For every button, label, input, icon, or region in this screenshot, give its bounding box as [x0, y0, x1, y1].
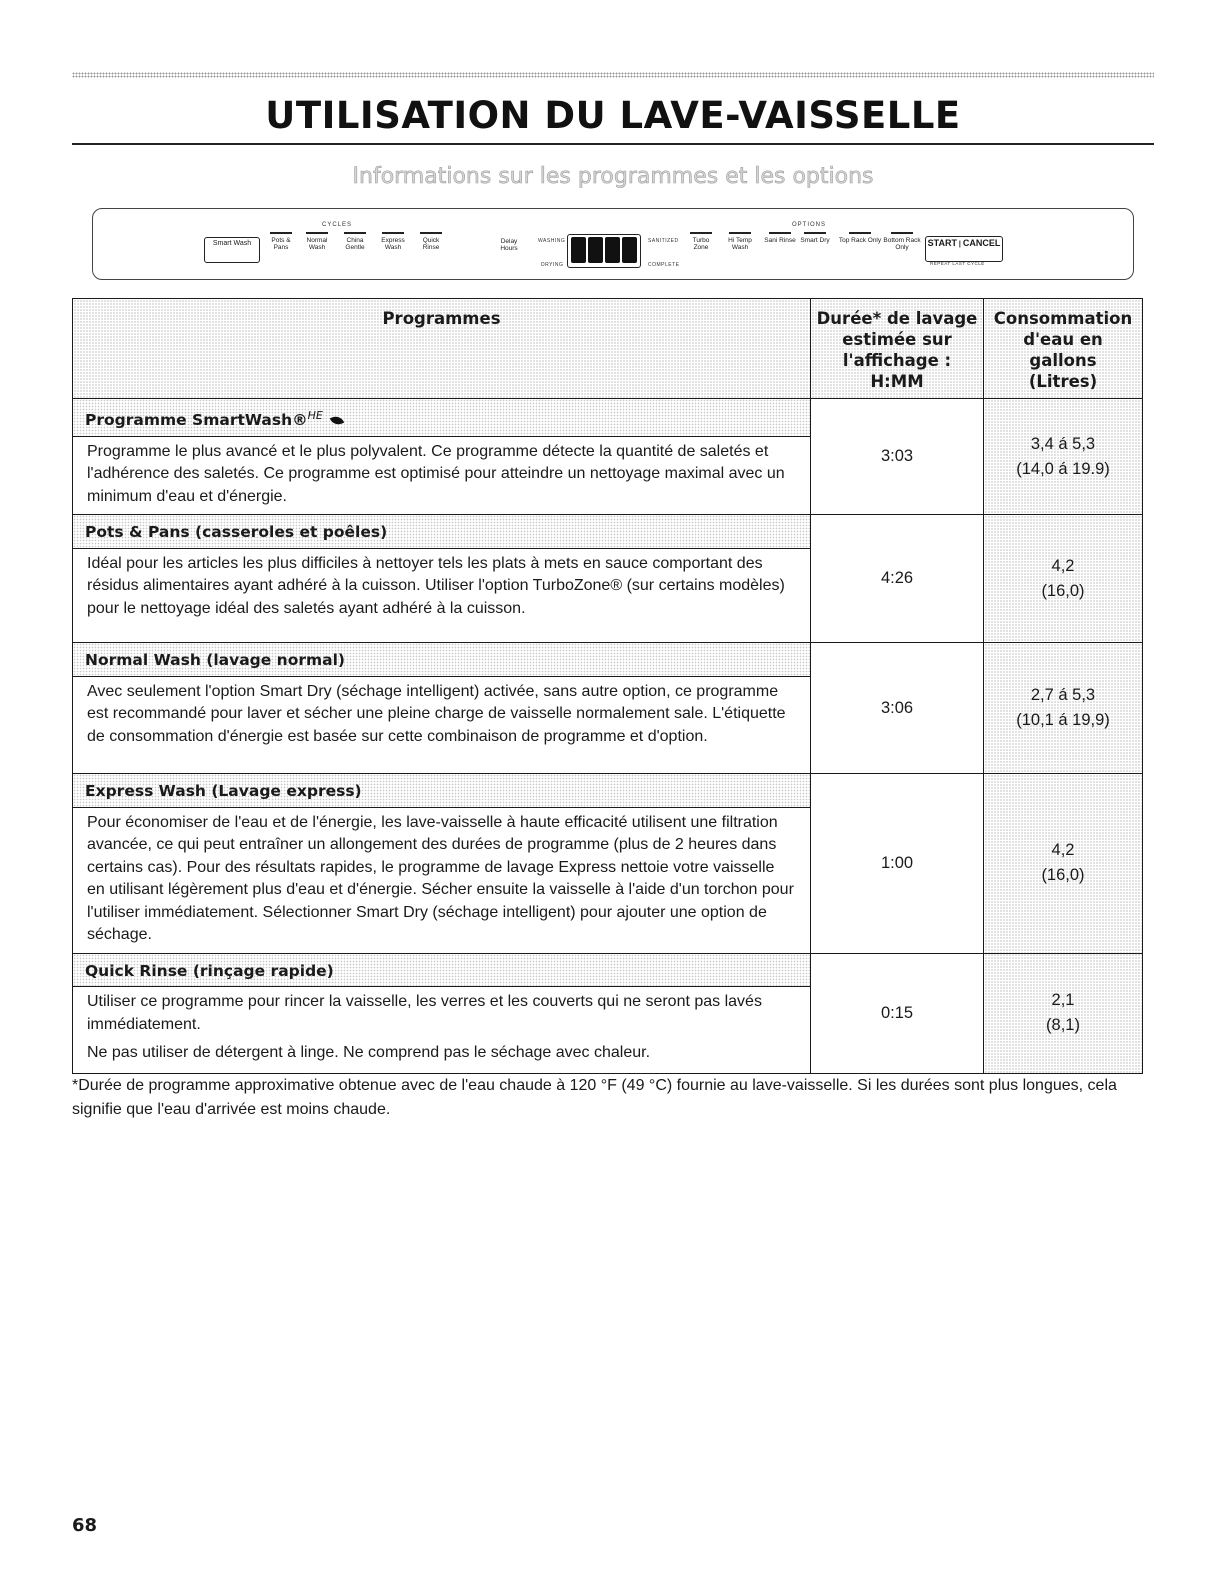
option-label: Turbo Zone [692, 236, 710, 251]
programme-name-text: Programme SmartWash® [85, 411, 308, 430]
cycles-label: CYCLES [322, 222, 353, 228]
start-cancel-button: START | CANCEL [925, 236, 1003, 262]
option-top-rack [838, 232, 882, 244]
cycle-pots-pans [266, 232, 296, 251]
option-label: Hi Temp Wash [728, 236, 752, 251]
programme-name: Normal Wash (lavage normal) [73, 643, 810, 677]
header-programmes [73, 299, 811, 399]
display-digit [571, 237, 586, 263]
water-gallons: 3,4 á 5,3 [1030, 434, 1096, 453]
programme-cell [73, 399, 811, 515]
status-complete: COMPLETE [648, 262, 680, 268]
header-water [984, 299, 1143, 399]
duration-cell: 1:00 [811, 774, 984, 954]
table-row [73, 643, 1143, 774]
option-label: Smart Dry [800, 236, 830, 244]
duration-cell: 3:06 [811, 643, 984, 774]
water-litres: (16,0) [1041, 866, 1085, 885]
water-cell [984, 399, 1143, 515]
programme-cell [73, 515, 811, 643]
programmes-table [72, 298, 1143, 1074]
display-digit [605, 237, 620, 263]
programme-description-note: Ne pas utiliser de détergent à linge. Ne comprend pas le séchage avec chaleur. [87, 1044, 651, 1062]
status-sanitized: SANITIZED [648, 238, 679, 244]
footnote: *Durée de programme approximative obtenue avec de l'eau chaude à 120 °F (49 °C) fournie au lave-vaisselle. Si les durées sont plus longues, cela signifie que l'eau d'arrivée est moins chaude. [72, 1077, 1117, 1118]
title-rule [72, 143, 1154, 145]
he-superscript: HE [307, 409, 323, 422]
status-drying: DRYING [541, 262, 564, 268]
header-water-line: Consommation [993, 309, 1133, 328]
header-duration-line: estimée sur [842, 330, 952, 349]
delay-hours: Delay Hours [500, 238, 518, 252]
programme-description: Utiliser ce programme pour rincer la vaisselle, les verres et les couverts qui ne seront pas lavés immédiatement. [87, 993, 762, 1033]
leaf-icon [330, 414, 344, 427]
programme-description: Avec seulement l'option Smart Dry (séchage intelligent) activée, sans autre option, ce programme est recommandé pour laver et sécher une pleine charge de vaisselle normalement sale. L'étiquette de consommation d'énergie est basée sur cette combinaison de programme et d'option. [87, 682, 786, 745]
water-gallons: 4,2 [1051, 556, 1075, 575]
option-label: Bottom Rack Only [883, 236, 921, 251]
page-title: UTILISATION DU LAVE-VAISSELLE [265, 94, 961, 137]
top-dotted-rule [72, 72, 1154, 78]
programme-description: Programme le plus avancé et le plus polyvalent. Ce programme détecte la quantité de saletés et l'adhérence des saletés. Ce programme est optimisé pour atteindre un nettoyage maximal avec un minimum d'eau et d'énergie. [87, 442, 785, 505]
table-row [73, 399, 1143, 515]
programme-name: Express Wash (Lavage express) [73, 774, 810, 808]
duration-cell: 3:03 [811, 399, 984, 515]
programme-description: Idéal pour les articles les plus difficiles à nettoyer tels les plats à mets en sauce comportant des résidus alimentaires ayant adhéré à la cuisson. Utiliser l'option TurboZone® (sur certains modèles) pour le nettoyage idéal des saletés ayant adhéré à la cuisson. [87, 554, 785, 617]
header-water-line: d'eau en [1023, 330, 1103, 349]
option-label: Sani Rinse [764, 236, 796, 244]
cycle-normal [300, 232, 334, 251]
table-row [73, 953, 1143, 1073]
smartwash-label: Smart Wash [212, 240, 252, 247]
table-row [73, 774, 1143, 954]
water-gallons: 2,7 á 5,3 [1030, 686, 1096, 705]
cycle-label: Pots & Pans [271, 236, 291, 251]
duration-cell: 0:15 [811, 953, 984, 1073]
cycle-label: China Gentle [345, 236, 365, 251]
option-smart-dry [800, 232, 830, 244]
header-duration-line: H:MM [870, 372, 924, 391]
repeat-last-cycle: REPEAT LAST CYCLE [930, 261, 985, 266]
cycle-china [338, 232, 372, 251]
water-litres: (14,0 á 19.9) [1016, 459, 1110, 478]
cycle-label: Quick Rinse [422, 236, 440, 251]
programme-cell [73, 774, 811, 954]
water-cell [984, 515, 1143, 643]
header-programmes-label: Programmes [382, 309, 501, 328]
duration-cell: 4:26 [811, 515, 984, 643]
header-duration-line: Durée* de lavage [816, 309, 978, 328]
programme-name: Pots & Pans (casseroles et poêles) [73, 515, 810, 549]
option-sani-rinse [764, 232, 796, 244]
option-label: Top Rack Only [838, 236, 882, 244]
cycle-label: Express Wash [381, 236, 405, 251]
start-label: START [927, 238, 957, 248]
programme-cell [73, 643, 811, 774]
header-water-line: (Litres) [1028, 372, 1098, 391]
water-litres: (10,1 á 19,9) [1016, 711, 1110, 730]
table-row [73, 515, 1143, 643]
water-cell [984, 643, 1143, 774]
water-litres: (16,0) [1041, 581, 1085, 600]
option-hi-temp [722, 232, 758, 251]
water-cell [984, 953, 1143, 1073]
programme-description: Pour économiser de l'eau et de l'énergie, les lave-vaisselle à haute efficacité utilisent une filtration avancée, ce qui peut entraîner un allongement des durées de programme (plus de 2 heures dans certains cas). Pour des résultats rapides, le programme de lavage Express nettoie votre vaisselle en utilisant légèrement plus d'eau et d'énergie. Sécher ensuite la vaisselle à l'aide d'un torchon pour l'utiliser immédiatement. Sélectionner Smart Dry (séchage intelligent) pour ajouter une option de séchage. [87, 813, 794, 944]
option-bottom-rack [880, 232, 924, 251]
header-duration-line: l'affichage : [842, 351, 952, 370]
cycle-label: Normal Wash [306, 236, 328, 251]
header-duration [811, 299, 984, 399]
programme-cell [73, 953, 811, 1073]
programme-name: Quick Rinse (rinçage rapide) [73, 954, 810, 988]
page-number: 68 [72, 1515, 98, 1536]
display-digit [622, 237, 637, 263]
option-turbo-zone [686, 232, 716, 251]
status-washing: WASHING [538, 238, 566, 244]
water-cell [984, 774, 1143, 954]
cycle-quick-rinse [414, 232, 448, 251]
table-header-row [73, 299, 1143, 399]
water-litres: (8,1) [1046, 1016, 1080, 1035]
display-digit [588, 237, 603, 263]
cancel-label: CANCEL [962, 238, 1001, 248]
section-subtitle: Informations sur les programmes et les options [352, 164, 874, 189]
water-gallons: 2,1 [1051, 991, 1075, 1010]
cycle-express [376, 232, 410, 251]
header-water-line: gallons [1029, 351, 1097, 370]
water-gallons: 4,2 [1051, 841, 1075, 860]
programme-name [73, 399, 810, 437]
options-label: OPTIONS [792, 222, 827, 228]
smartwash-button [204, 237, 260, 263]
